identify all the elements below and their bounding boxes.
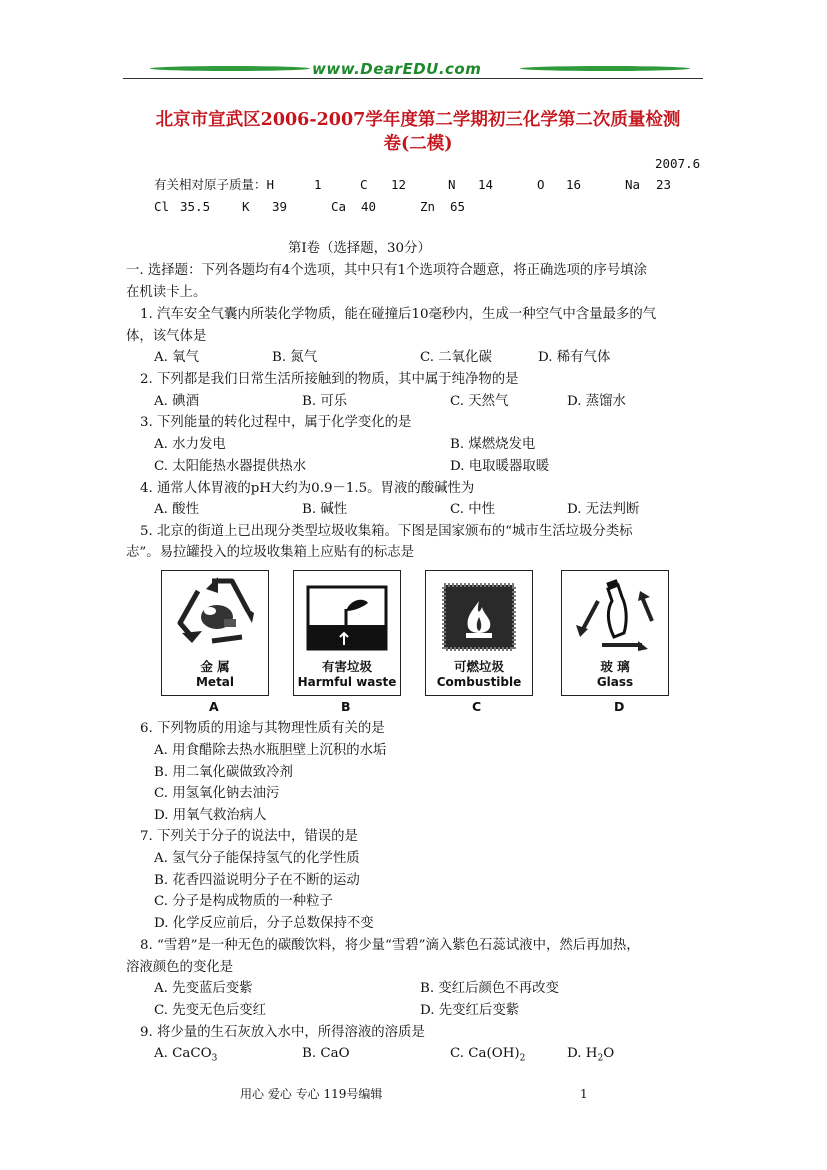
header-swoosh-right xyxy=(520,66,690,71)
question-stem: 9. 将少量的生石灰放入水中，所得溶液的溶质是 xyxy=(140,1025,425,1040)
option: D. 先变红后变紫 xyxy=(420,1003,520,1018)
option: D. 稀有气体 xyxy=(538,350,611,365)
question-stem: 5. 北京的街道上已出现分类型垃圾收集箱。下图是国家颁布的“城市生活垃圾分类标 xyxy=(140,524,633,539)
option: A. 用食醋除去热水瓶胆壁上沉积的水垢 xyxy=(154,743,387,758)
sign-label-en: Glass xyxy=(596,675,634,689)
atomic-mass-element: C xyxy=(360,177,368,192)
sign-combustible xyxy=(425,570,533,696)
option: B. 碱性 xyxy=(302,502,348,517)
header-swoosh-left xyxy=(150,66,310,71)
sign-label-zh: 有害垃圾 xyxy=(321,659,372,674)
page-footer: 用心 爱心 专心 119号编辑 xyxy=(240,1087,383,1101)
option: C. 太阳能热水器提供热水 xyxy=(154,459,307,474)
option: B. 可乐 xyxy=(302,394,348,409)
question-stem: 溶液颜色的变化是 xyxy=(126,960,234,975)
sign-harmful-waste xyxy=(293,570,401,696)
sign-label-en: Combustible xyxy=(436,675,522,689)
sign-glass xyxy=(561,570,669,696)
page-title-line2: 卷(二模) xyxy=(383,134,453,154)
option-text: C. Ca(OH) xyxy=(450,1046,520,1061)
sign-letter: D xyxy=(614,699,625,714)
question-stem: 8. “雪碧”是一种无色的碳酸饮料，将少量“雪碧”滴入紫色石蕊试液中，然后再加热， xyxy=(140,938,640,953)
page-title: 北京市宣武区2006-2007学年度第二学期初三化学第二次质量检测 xyxy=(155,110,681,130)
atomic-mass-element: Zn xyxy=(420,199,436,214)
question-stem: 7. 下列关于分子的说法中，错误的是 xyxy=(140,829,358,844)
subscript: 2 xyxy=(597,1053,604,1064)
option: B. 煤燃烧发电 xyxy=(450,437,536,452)
atomic-mass-element: Cl xyxy=(154,199,170,214)
question-stem: 4. 通常人体胃液的pH大约为0.9－1.5。胃液的酸碱性为 xyxy=(140,481,475,496)
atomic-mass-value: 16 xyxy=(566,177,582,192)
atomic-mass-value: 1 xyxy=(314,177,322,192)
recycle-icon xyxy=(162,571,268,657)
option: A. 氢气分子能保持氢气的化学性质 xyxy=(154,851,360,866)
subscript: 2 xyxy=(519,1053,526,1064)
option: C. 中性 xyxy=(450,502,496,517)
atomic-mass-value: 23 xyxy=(656,177,672,192)
atomic-mass-label: 有关相对原子质量：H xyxy=(154,177,275,192)
option: A. 先变蓝后变紫 xyxy=(154,981,253,996)
option: A. 水力发电 xyxy=(154,437,226,452)
sign-label-zh: 可燃垃圾 xyxy=(453,659,504,674)
option: A. 碘酒 xyxy=(154,394,199,409)
atomic-mass-value: 65 xyxy=(450,199,466,214)
sign-label-zh: 金 属 xyxy=(200,659,230,674)
option-text: O xyxy=(603,1046,615,1061)
harmful-waste-icon xyxy=(294,571,400,657)
atomic-mass-value: 12 xyxy=(391,177,407,192)
option: C. 天然气 xyxy=(450,394,509,409)
option: C. 二氧化碳 xyxy=(420,350,492,365)
subscript: 3 xyxy=(211,1053,218,1064)
sign-label-zh: 玻 璃 xyxy=(600,659,630,674)
question-stem: 3. 下列能量的转化过程中，属于化学变化的是 xyxy=(140,415,412,430)
option: D. 蒸馏水 xyxy=(567,394,626,409)
atomic-mass-value: 40 xyxy=(361,199,377,214)
option: D. 电取暖器取暖 xyxy=(450,459,550,474)
atomic-mass-element: Ca xyxy=(331,199,347,214)
sign-label-en: Harmful waste xyxy=(297,675,397,689)
option: D. 化学反应前后，分子总数保持不变 xyxy=(154,916,374,931)
atomic-mass-value: 39 xyxy=(272,199,288,214)
option: B. 变红后颜色不再改变 xyxy=(420,981,559,996)
atomic-mass-value: 14 xyxy=(478,177,494,192)
flame-icon xyxy=(426,571,532,657)
section-intro: 在机读卡上。 xyxy=(126,285,207,300)
option xyxy=(450,1047,525,1064)
question-stem: 志”。易拉罐投入的垃圾收集箱上应贴有的标志是 xyxy=(126,545,415,560)
option: C. 用氢氧化钠去油污 xyxy=(154,786,280,801)
atomic-mass-element: K xyxy=(242,199,250,214)
exam-date: 2007.6 xyxy=(655,156,701,171)
option: D. 无法判断 xyxy=(567,502,640,517)
sign-letter: A xyxy=(209,699,219,714)
question-stem: 1. 汽车安全气囊内所装化学物质，能在碰撞后10毫秒内，生成一种空气中含量最多的气 xyxy=(140,307,657,322)
option: A. 酸性 xyxy=(154,502,199,517)
option-text: D. H xyxy=(567,1046,598,1061)
atomic-mass-element: O xyxy=(537,177,545,192)
option: A. 氧气 xyxy=(154,350,199,365)
atomic-mass-value: 35.5 xyxy=(180,199,211,214)
option: B. 氮气 xyxy=(272,350,318,365)
section-intro: 一. 选择题：下列各题均有4个选项，其中只有1个选项符合题意，将正确选项的序号填涂 xyxy=(126,263,648,278)
atomic-mass-element: N xyxy=(448,177,456,192)
option xyxy=(154,1047,217,1064)
question-stem: 6. 下列物质的用途与其物理性质有关的是 xyxy=(140,721,385,736)
question-stem: 体，该气体是 xyxy=(126,329,207,344)
sign-letter: B xyxy=(341,699,351,714)
sign-metal xyxy=(161,570,269,696)
option: C. 分子是构成物质的一种粒子 xyxy=(154,894,333,909)
page-number: 1 xyxy=(580,1087,588,1101)
sign-label-en: Metal xyxy=(195,675,235,689)
atomic-mass-element: Na xyxy=(625,177,641,192)
glass-bottle-icon xyxy=(562,571,668,657)
option: B. 花香四溢说明分子在不断的运动 xyxy=(154,873,360,888)
header-rule xyxy=(123,78,703,79)
site-logo: www.DearEDU.com xyxy=(312,60,482,78)
sign-letter: C xyxy=(472,699,482,714)
option-text: A. CaCO xyxy=(154,1046,212,1061)
option: D. 用氧气救治病人 xyxy=(154,808,267,823)
option xyxy=(567,1047,614,1064)
option: C. 先变无色后变红 xyxy=(154,1003,267,1018)
option: B. CaO xyxy=(302,1046,350,1061)
question-stem: 2. 下列都是我们日常生活所接触到的物质，其中属于纯净物的是 xyxy=(140,372,519,387)
section-heading: 第Ⅰ卷（选择题，30分） xyxy=(288,241,431,256)
option: B. 用二氧化碳做致冷剂 xyxy=(154,765,293,780)
